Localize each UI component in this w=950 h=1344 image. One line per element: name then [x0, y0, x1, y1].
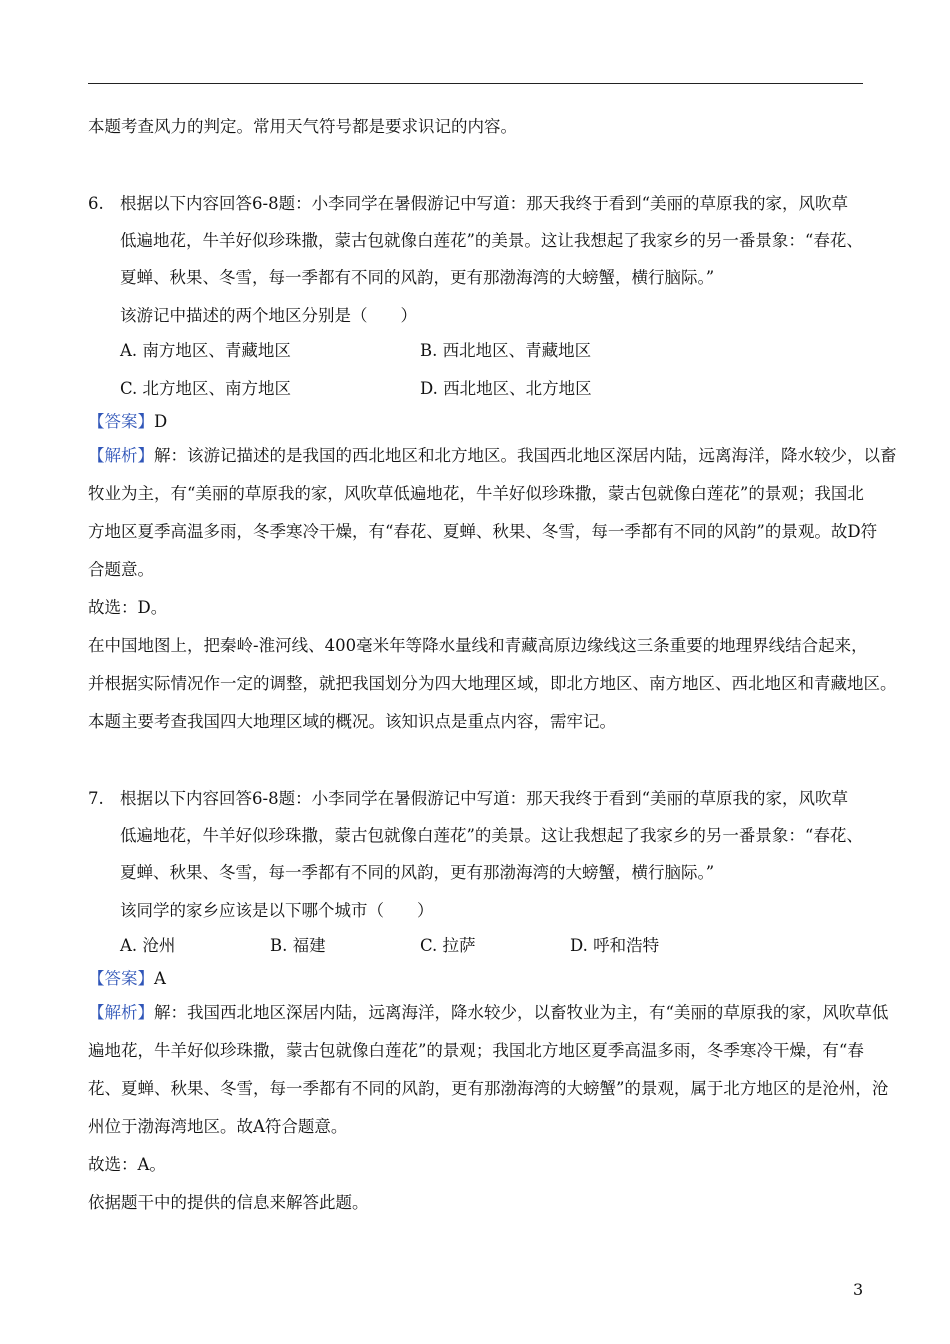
q7-stem-line-3: 夏蝉、秋果、冬雪，每一季都有不同的风韵，更有那渤海湾的大螃蟹，横行脑际。” — [120, 863, 715, 882]
q6-option-c: C. 北方地区、南方地区 — [120, 379, 292, 398]
intro-note: 本题考查风力的判定。常用天气符号都是要求识记的内容。 — [88, 117, 517, 136]
answer-value: D — [154, 412, 168, 431]
answer-tag: 【答案】 — [88, 412, 154, 431]
answer-tag: 【答案】 — [88, 969, 154, 988]
q6-analysis-line-4: 合题意。 — [88, 560, 154, 579]
q7-option-a: A. 沧州 — [120, 936, 176, 955]
q7-analysis-line-1: 【解析】解：我国西北地区深居内陆，远离海洋，降水较少，以畜牧业为主，有“美丽的草原我的家，风吹草低 — [88, 1003, 889, 1022]
q7-stem-line-1: 7. 根据以下内容回答6-8题：小李同学在暑假游记中写道：那天我终于看到“美丽的草原我的家，风吹草 — [88, 789, 849, 808]
q7-option-b: B. 福建 — [270, 936, 326, 955]
q7-option-d: D. 呼和浩特 — [570, 936, 660, 955]
q6-analysis-line-1: 【解析】解：该游记描述的是我国的西北地区和北方地区。我国西北地区深居内陆，远离海洋，降水较少，以畜 — [88, 446, 897, 465]
q6-analysis-line-2: 牧业为主，有“美丽的草原我的家，风吹草低遍地花，牛羊好似珍珠撒，蒙古包就像白莲花”的景观；我国北 — [88, 484, 864, 503]
header-rule — [88, 83, 863, 84]
analysis-tag: 【解析】 — [88, 1003, 154, 1022]
page-number: 3 — [853, 1280, 864, 1299]
q7-stem-line-2: 低遍地花，牛羊好似珍珠撒，蒙古包就像白莲花”的美景。这让我想起了我家乡的另一番景象：“春花、 — [120, 826, 863, 845]
q7-analysis-line-3: 花、夏蝉、秋果、冬雪，每一季都有不同的风韵，更有那渤海湾的大螃蟹”的景观，属于北方地区的是沧州，沧 — [88, 1079, 889, 1098]
q7-number: 7. — [88, 789, 104, 808]
q6-stem-line-1: 6. 根据以下内容回答6-8题：小李同学在暑假游记中写道：那天我终于看到“美丽的草原我的家，风吹草 — [88, 194, 849, 213]
q7-conclusion: 故选：A。 — [88, 1155, 166, 1174]
q7-analysis-line-2: 遍地花，牛羊好似珍珠撒，蒙古包就像白莲花”的景观；我国北方地区夏季高温多雨，冬季寒冷干燥，有“春 — [88, 1041, 864, 1060]
q7-analysis-line-4: 州位于渤海湾地区。故A符合题意。 — [88, 1117, 348, 1136]
q7-note-line-1: 依据题干中的提供的信息来解答此题。 — [88, 1193, 369, 1212]
q6-number: 6. — [88, 194, 104, 213]
q7-option-c: C. 拉萨 — [420, 936, 476, 955]
q6-option-b: B. 西北地区、青藏地区 — [420, 341, 592, 360]
q6-note-line-1: 在中国地图上，把秦岭-淮河线、400毫米年等降水量线和青藏高原边缘线这三条重要的地理界线结合起来， — [88, 636, 868, 655]
q6-conclusion: 故选：D。 — [88, 598, 168, 617]
analysis-tag: 【解析】 — [88, 446, 154, 465]
q6-stem-line-3: 夏蝉、秋果、冬雪，每一季都有不同的风韵，更有那渤海湾的大螃蟹，横行脑际。” — [120, 268, 715, 287]
q7-question: 该同学的家乡应该是以下哪个城市（ ） — [120, 901, 434, 920]
q6-question: 该游记中描述的两个地区分别是（ ） — [120, 306, 417, 325]
q6-option-d: D. 西北地区、北方地区 — [420, 379, 592, 398]
answer-value: A — [154, 969, 166, 988]
q6-answer — [88, 411, 167, 433]
q6-option-a: A. 南方地区、青藏地区 — [120, 341, 291, 360]
q6-analysis-line-3: 方地区夏季高温多雨，冬季寒冷干燥，有“春花、夏蝉、秋果、冬雪，每一季都有不同的风韵”的景观。故D符 — [88, 522, 878, 541]
q6-note-line-2: 并根据实际情况作一定的调整，就把我国划分为四大地理区域，即北方地区、南方地区、西北地区和青藏地区。 — [88, 674, 897, 693]
q7-answer — [88, 968, 166, 990]
q6-note-line-3: 本题主要考查我国四大地理区域的概况。该知识点是重点内容，需牢记。 — [88, 712, 616, 731]
q6-stem-line-2: 低遍地花，牛羊好似珍珠撒，蒙古包就像白莲花”的美景。这让我想起了我家乡的另一番景象：“春花、 — [120, 231, 863, 250]
